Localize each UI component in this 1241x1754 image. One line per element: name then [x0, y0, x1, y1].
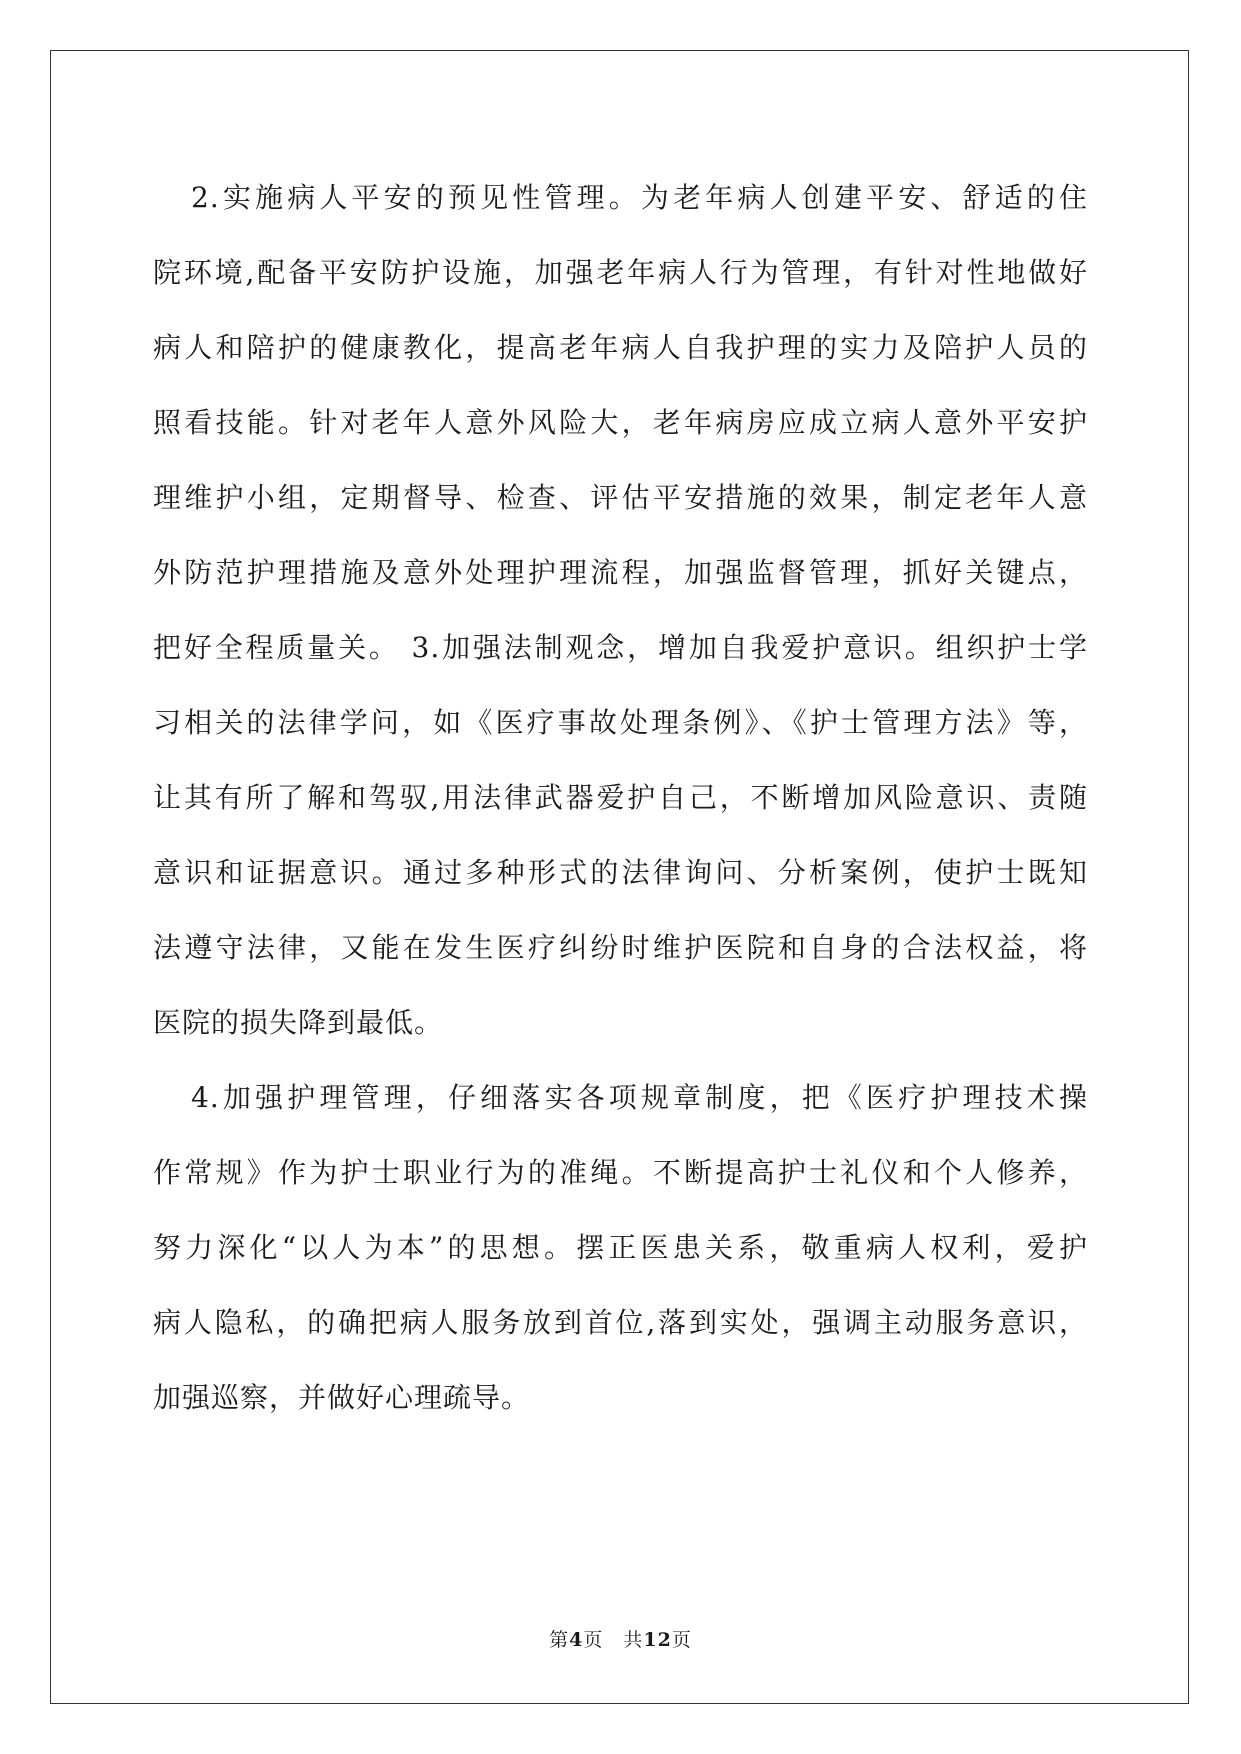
paragraph-line: 习相关的法律学问，如《医疗事故处理条例》、《护士管理方法》等，: [153, 706, 1088, 739]
paragraph-line: 把好全程质量关。 3.加强法制观念，增加自我爱护意识。组织护士学: [153, 631, 1088, 664]
paragraph-line: 让其有所了解和驾驭,用法律武器爱护自己，不断增加风险意识、责随: [153, 781, 1088, 814]
paragraph-line: 外防范护理措施及意外处理护理流程，加强监督管理，抓好关键点，: [153, 556, 1088, 589]
paragraph-line: 理维护小组，定期督导、检查、评估平安措施的效果，制定老年人意: [153, 481, 1088, 514]
paragraph-line: 2.实施病人平安的预见性管理。为老年病人创建平安、舒适的住: [191, 181, 1088, 214]
paragraph-line: 院环境,配备平安防护设施，加强老年病人行为管理，有针对性地做好: [153, 256, 1088, 289]
paragraph-line: 加强巡察，并做好心理疏导。: [153, 1381, 531, 1414]
document-body: [153, 160, 1088, 1435]
footer-suffix: 页: [671, 1629, 692, 1651]
paragraph-line: 法遵守法律，又能在发生医疗纠纷时维护医院和自身的合法权益，将: [153, 931, 1088, 964]
paragraph-line: 作常规》作为护士职业行为的准绳。不断提高护士礼仪和个人修养，: [153, 1156, 1088, 1189]
paragraph-line: 医院的损失降到最低。: [153, 1006, 444, 1039]
footer-mid: 页 共: [583, 1629, 644, 1651]
paragraph-line: 病人和陪护的健康教化，提高老年病人自我护理的实力及陪护人员的: [153, 331, 1088, 364]
paragraph-2: [153, 1060, 1088, 1435]
page-footer: [0, 1625, 1241, 1652]
paragraph-line: 4.加强护理管理，仔细落实各项规章制度，把《医疗护理技术操: [191, 1081, 1088, 1114]
footer-page-number: 4: [569, 1629, 584, 1651]
paragraph-line: 病人隐私，的确把病人服务放到首位,落到实处，强调主动服务意识，: [153, 1306, 1088, 1339]
paragraph-line: 照看技能。针对老年人意外风险大，老年病房应成立病人意外平安护: [153, 406, 1088, 439]
paragraph-line: 努力深化“以人为本”的思想。摆正医患关系，敬重病人权利，爱护: [153, 1231, 1088, 1264]
paragraph-1: [153, 160, 1088, 1060]
footer-prefix: 第: [549, 1629, 570, 1651]
footer-total-pages: 12: [643, 1629, 672, 1651]
paragraph-line: 意识和证据意识。通过多种形式的法律询问、分析案例，使护士既知: [153, 856, 1088, 889]
